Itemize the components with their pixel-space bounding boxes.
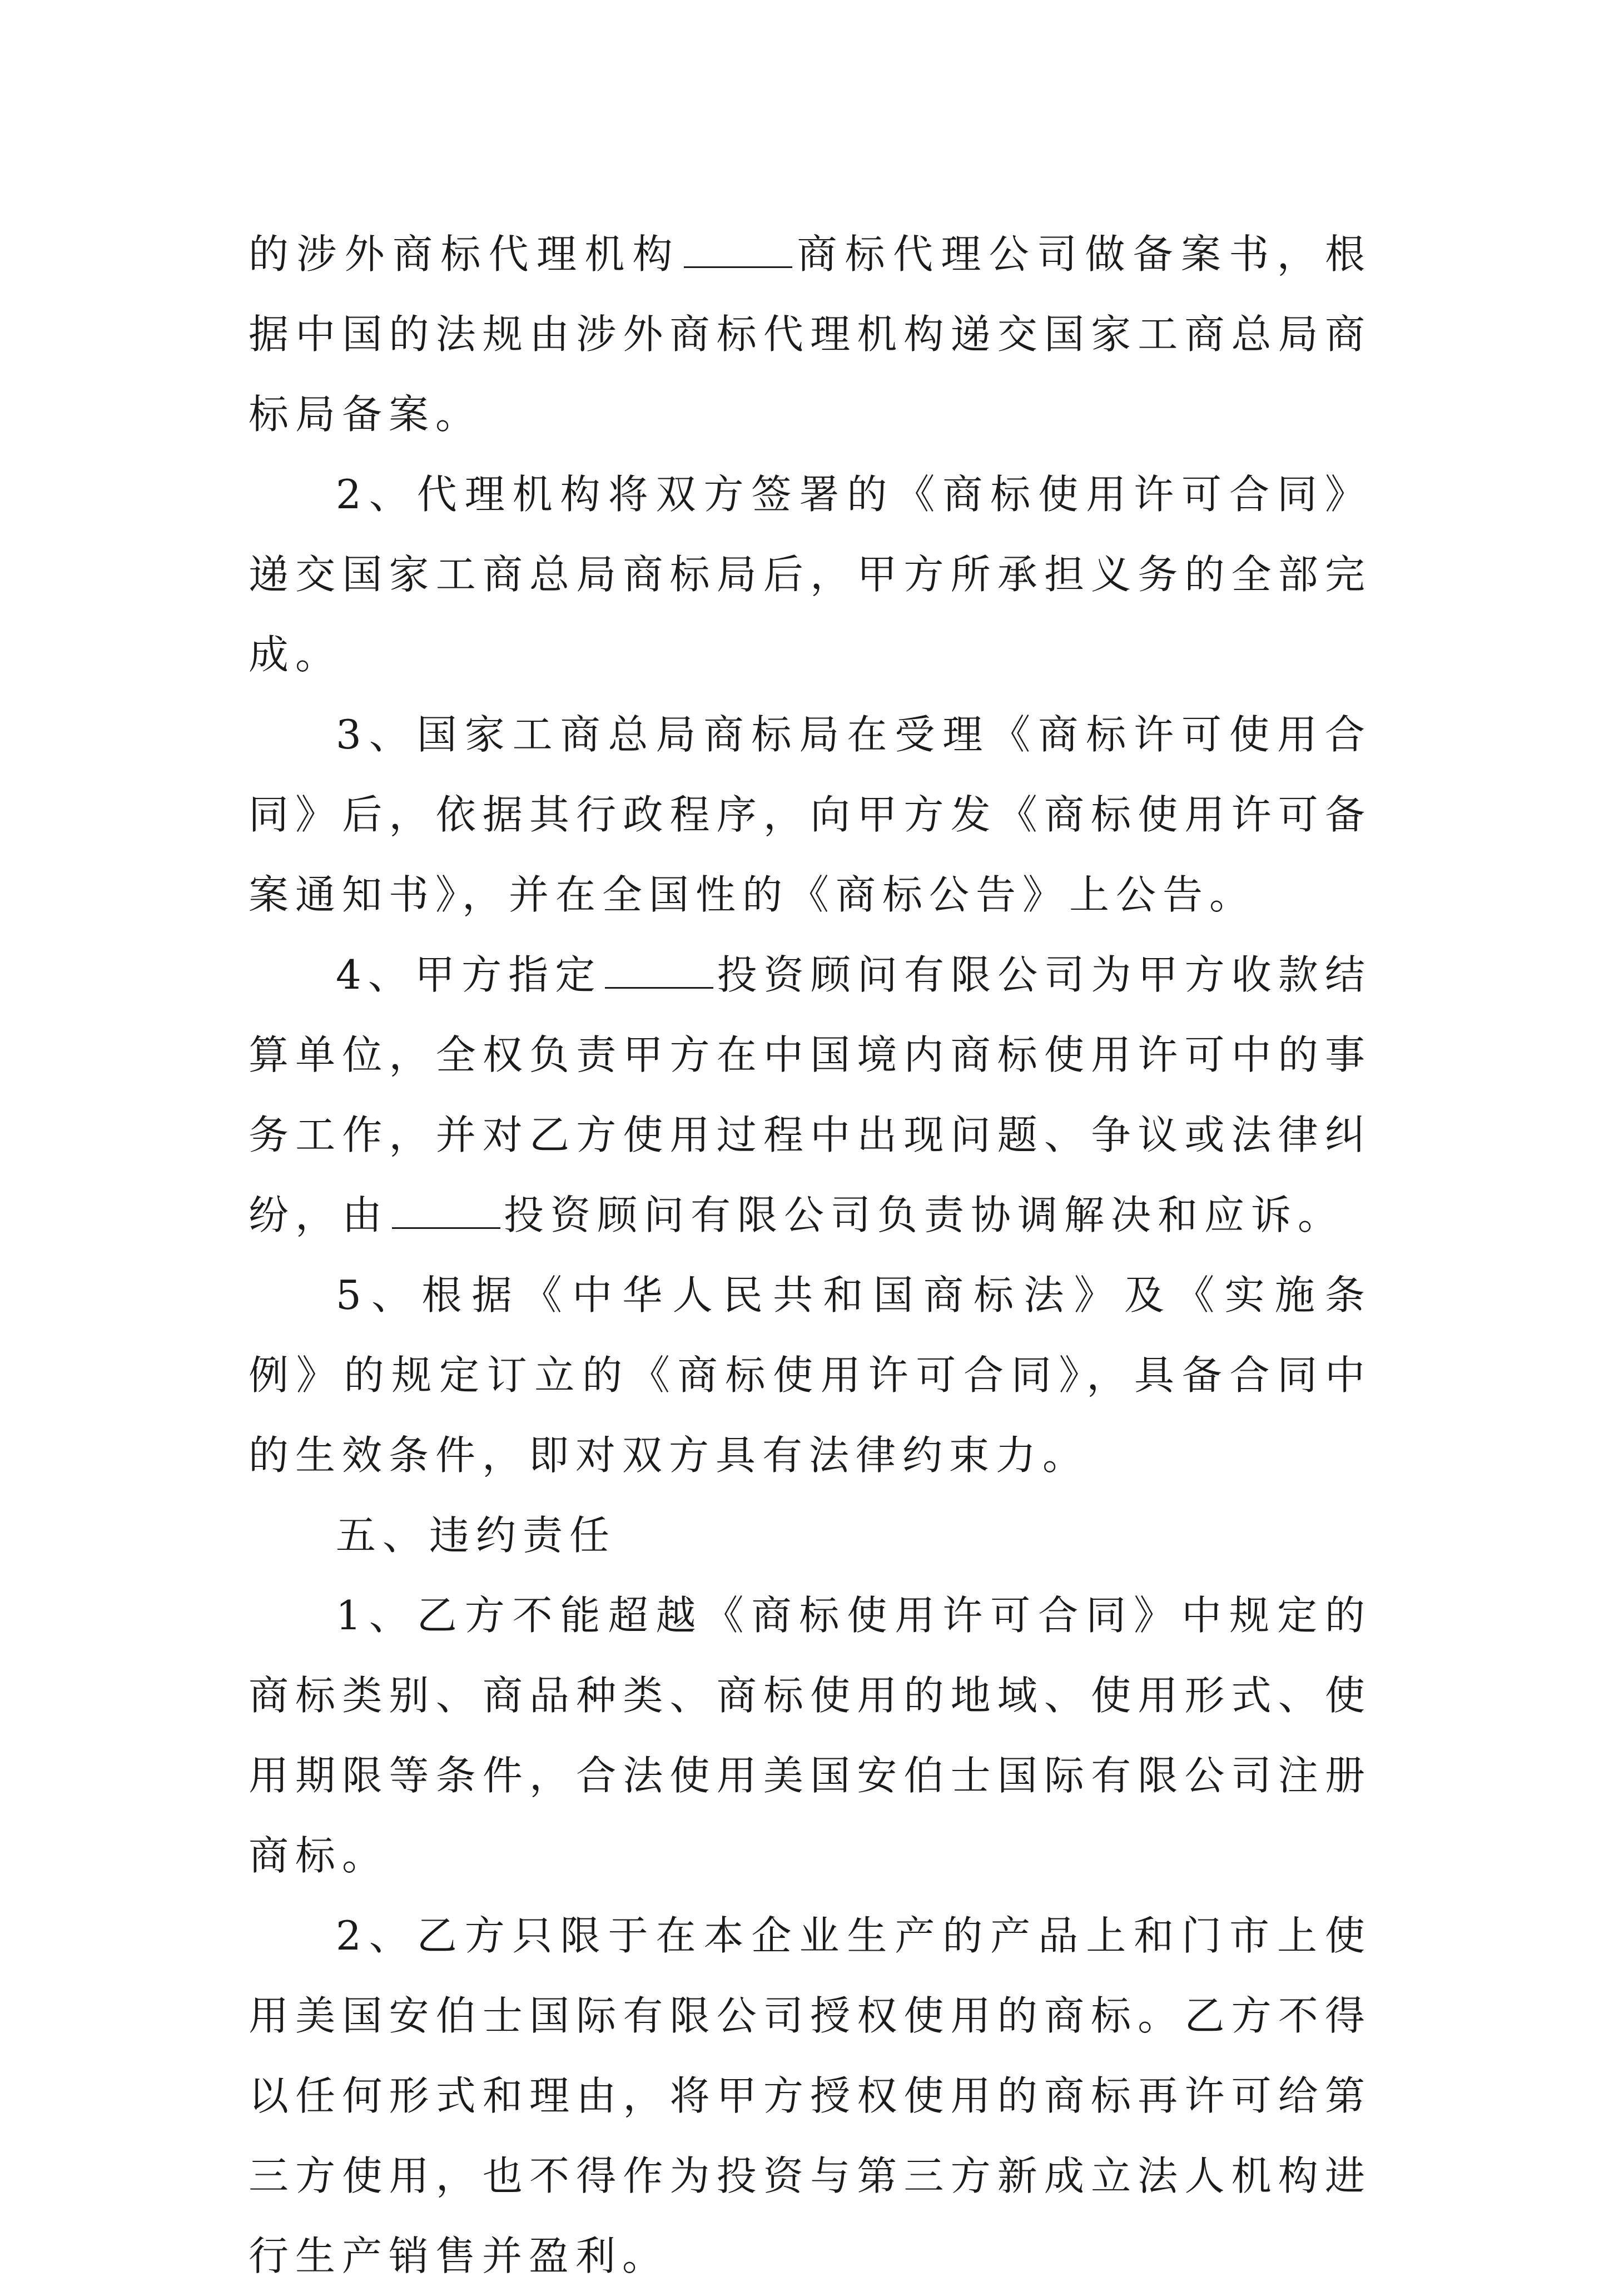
paragraph-text: 商标代理公司做备案书，根据中国的法规由涉外商标代理机构递交国家工商总局商标局备案。 [249,231,1372,438]
fill-in-blank [605,943,713,989]
paragraph-clause-3: 3、国家工商总局商标局在受理《商标许可使用合同》后，依据其行政程序，向甲方发《商标使用许可备案通知书》，并在全国性的《商标公告》上公告。 [249,711,1372,918]
paragraph-clause-2: 2、代理机构将双方签署的《商标使用许可合同》递交国家工商总局商标局后，甲方所承担义务的全部完成。 [249,471,1372,678]
fill-in-blank [684,222,792,268]
section-heading-breach-liability: 五、违约责任 [336,1512,617,1559]
paragraph-text: 投资顾问有限公司为甲方收款结算单位，全权负责甲方在中国境内商标使用许可中的事务工作，并对乙方使用过程中出现问题、争议或法律纠纷，由 [249,951,1372,1238]
paragraph-breach-clause-1: 1、乙方不能超越《商标使用许可合同》中规定的商标类别、商品种类、商标使用的地域、使用形式、使用期限等条件，合法使用美国安伯士国际有限公司注册商标。 [249,1592,1372,1879]
paragraph-breach-clause-2: 2、乙方只限于在本企业生产的产品上和门市上使用美国安伯士国际有限公司授权使用的商标。乙方不得以任何形式和理由，将甲方授权使用的商标再许可给第三方使用，也不得作为投资与第三方新成立法人机构进行生产销售并盈利。 [249,1912,1372,2279]
paragraph-clause-4 [249,935,1372,1255]
fill-in-blank [392,1183,500,1229]
paragraph-filing-continuation [249,214,1372,454]
paragraph-clause-5: 5、根据《中华人民共和国商标法》及《实施条例》的规定订立的《商标使用许可合同》，具备合同中的生效条件，即对双方具有法律约束力。 [249,1272,1372,1479]
paragraph-text: 投资顾问有限公司负责协调解决和应诉。 [504,1192,1345,1238]
paragraph-text: 的涉外商标代理机构 [249,231,681,277]
paragraph-text: 4、甲方指定 [336,951,602,998]
document-body [249,214,1372,2296]
